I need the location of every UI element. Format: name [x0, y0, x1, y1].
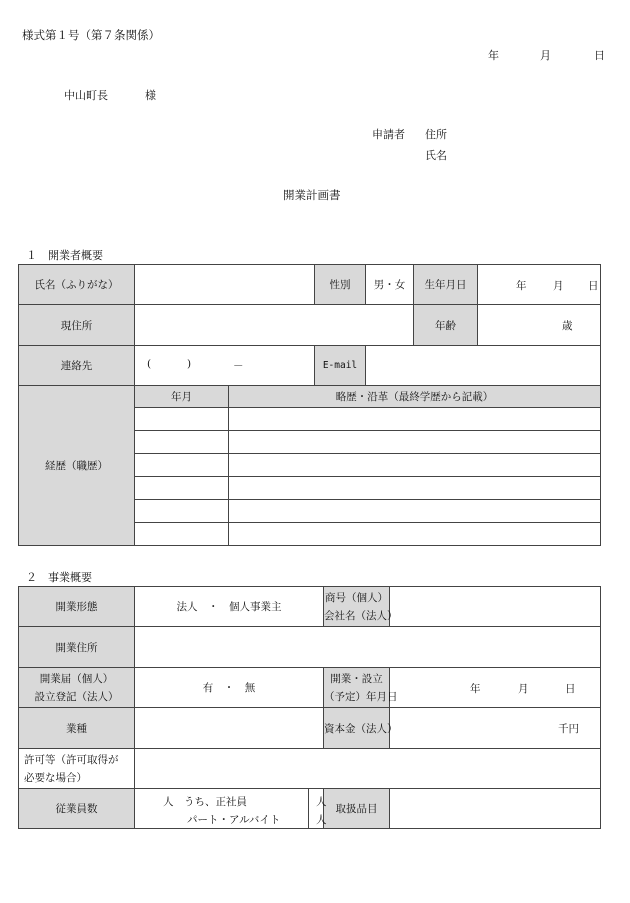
career-history-cell[interactable]	[229, 454, 601, 477]
form-number: 様式第１号（第７条関係）	[22, 28, 160, 42]
opening-date-label	[324, 668, 398, 708]
career-label: 経歴（職歴）	[19, 386, 135, 546]
phone-open-paren: (	[147, 358, 152, 370]
trade-name-cell[interactable]	[390, 587, 601, 627]
date-day: 日	[594, 49, 605, 62]
registration-label-line2: 設立登記（法人）	[34, 690, 119, 703]
permit-label-line1: 許可等（許可取得が	[24, 753, 119, 766]
career-year-cell[interactable]	[135, 454, 229, 477]
career-year-cell[interactable]	[135, 523, 229, 546]
birthdate-cell[interactable]	[478, 265, 601, 305]
employees-cell[interactable]	[135, 789, 327, 829]
career-history-cell[interactable]	[229, 523, 601, 546]
capital-unit: 千円	[558, 723, 579, 735]
document-title: 開業計画書	[283, 188, 341, 202]
address-input-cell[interactable]	[135, 305, 414, 346]
applicant-name-label: 氏名	[425, 149, 447, 162]
date-year: 年	[488, 49, 499, 62]
products-cell[interactable]	[390, 789, 601, 829]
career-col-year: 年月	[135, 386, 229, 408]
career-history-cell[interactable]	[229, 500, 601, 523]
trade-name-label-line2: 会社名（法人）	[324, 609, 398, 622]
applicant-overview-table	[18, 264, 601, 386]
opening-date-cell[interactable]	[390, 668, 601, 708]
capital-label: 資本金（法人）	[324, 708, 390, 749]
birth-month: 月	[553, 280, 564, 292]
section2-heading: ２ 事業概要	[26, 571, 92, 584]
career-year-cell[interactable]	[135, 431, 229, 454]
business-form-label: 開業形態	[19, 587, 135, 627]
date-month: 月	[540, 49, 551, 62]
gender-options[interactable]: 男・女	[366, 265, 414, 305]
career-year-cell[interactable]	[135, 500, 229, 523]
gender-label: 性別	[315, 265, 366, 305]
permit-label	[19, 749, 135, 789]
opening-date-label-line2: （予定）年月日	[324, 690, 398, 703]
age-label: 年齢	[414, 305, 478, 346]
business-form-options[interactable]: 法人 ・ 個人事業主	[135, 587, 324, 627]
career-year-cell[interactable]	[135, 477, 229, 500]
career-col-history: 略歴・沿革（最終学歴から記載）	[229, 386, 601, 408]
age-cell[interactable]	[478, 305, 601, 346]
career-history-cell[interactable]	[229, 408, 601, 431]
phone-dash: －	[233, 360, 244, 372]
employees-label: 従業員数	[19, 789, 135, 829]
phone-close-paren: )	[187, 358, 192, 370]
industry-label: 業種	[19, 708, 135, 749]
contact-label: 連絡先	[19, 346, 135, 386]
name-input-cell[interactable]	[135, 265, 315, 305]
career-history-cell[interactable]	[229, 431, 601, 454]
employees-line1-a: 人 うち、正社員	[163, 796, 247, 808]
trade-name-label-line1: 商号（個人）	[325, 591, 388, 604]
registration-label	[19, 668, 135, 708]
opening-day: 日	[565, 683, 576, 695]
opening-date-label-line1: 開業・設立	[330, 672, 383, 685]
business-location-cell[interactable]	[135, 627, 601, 668]
age-unit: 歳	[562, 320, 573, 332]
email-input-cell[interactable]	[366, 346, 601, 386]
employees-line2-a: パート・アルバイト	[187, 814, 281, 826]
birth-year: 年	[516, 280, 527, 292]
permit-label-line2: 必要な場合）	[24, 771, 87, 784]
registration-label-line1: 開業届（個人）	[39, 672, 114, 685]
career-year-cell[interactable]	[135, 408, 229, 431]
business-overview-table	[18, 586, 601, 829]
applicant-label: 申請者	[372, 128, 405, 141]
industry-cell[interactable]	[135, 708, 324, 749]
business-location-label: 開業住所	[19, 627, 135, 668]
career-table	[18, 385, 601, 546]
birthdate-label: 生年月日	[414, 265, 478, 305]
addressee: 中山町長	[64, 89, 108, 102]
opening-month: 月	[518, 683, 529, 695]
applicant-address-label: 住所	[425, 128, 447, 141]
permit-cell[interactable]	[135, 749, 601, 789]
career-history-cell[interactable]	[229, 477, 601, 500]
phone-cell[interactable]	[135, 346, 315, 386]
capital-cell[interactable]	[390, 708, 601, 749]
name-label: 氏名（ふりがな）	[19, 265, 135, 305]
section1-heading: １ 開業者概要	[26, 249, 103, 262]
employees-line1-b: 人	[316, 796, 327, 808]
employees-line2-b: 人	[316, 814, 327, 826]
honorific: 様	[145, 89, 156, 102]
email-label: E-mail	[315, 346, 366, 386]
address-label: 現住所	[19, 305, 135, 346]
registration-options[interactable]: 有 ・ 無	[135, 668, 324, 708]
products-label: 取扱品目	[324, 789, 390, 829]
opening-year: 年	[470, 683, 481, 695]
birth-day: 日	[588, 280, 599, 292]
trade-name-label	[324, 587, 398, 627]
